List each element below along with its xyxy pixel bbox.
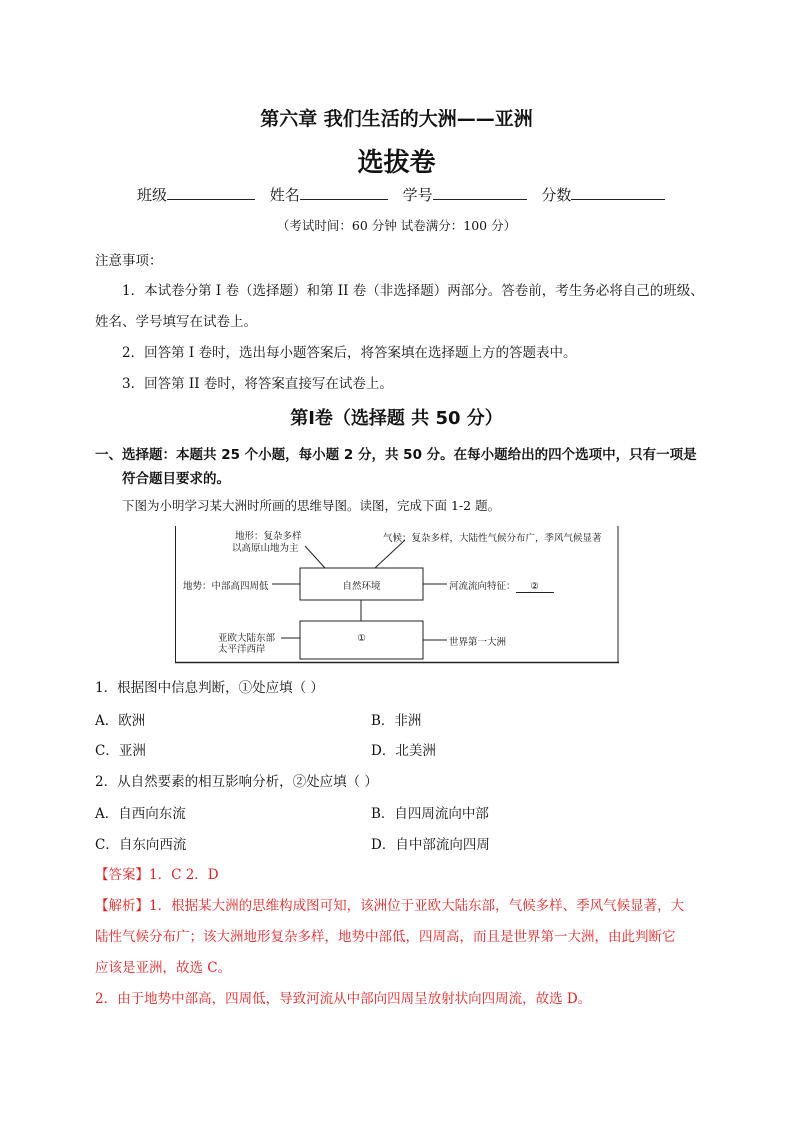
section-instruction-cont: 符合题目要求的。 [122,471,230,487]
question-1-stem: 1．根据图中信息判断，①处应填（ ） [95,680,324,696]
analysis-label: 【解析】 [95,898,149,914]
student-id-label: 学号 [402,186,433,204]
question-2-option-c[interactable]: C．自东向西流 [95,837,187,853]
note-item: 1．本试卷分第 I 卷（选择题）和第 II 卷（非选择题）两部分。答卷前，考生务必将自己的班级、 [122,283,704,299]
terrain-label-2: 以高原山地为主 [232,543,299,554]
river-flow-blank: ② [516,581,554,593]
score-label: 分数 [541,186,572,204]
area-label: 世界第一大洲 [449,637,507,648]
terrain-label: 地形：复杂多样 [235,531,302,542]
question-1-option-c[interactable]: C．亚洲 [95,743,146,759]
notes-heading: 注意事项： [95,253,163,269]
paper-title: 选拔卷 [357,148,436,178]
name-blank[interactable] [300,185,388,200]
analysis-text-1: 1．根据某大洲的思维构成图可知，该洲位于亚欧大陆东部，气候多样、季风气候显著，大 [149,898,685,914]
question-1-option-a[interactable]: A．欧洲 [95,713,146,729]
topography-label: 地势：中部高四周低 [183,581,269,592]
section-instruction: 一、选择题：本题共 25 个小题，每小题 2 分，共 50 分。在每小题给出的四个选项中，只有一项是 [95,447,697,463]
class-blank[interactable] [167,185,255,200]
note-item: 姓名、学号填写在试卷上。 [95,314,257,330]
climate-label: 气候：复杂多样，大陆性气候分布广，季风气候显著 [383,533,602,544]
answer-text: 1．C 2．D [149,867,219,883]
question-1-option-d[interactable]: D．北美洲 [371,743,436,759]
question-2-stem: 2．从自然要素的相互影响分析，②处应填（ ） [95,774,378,790]
mindmap-intro: 下图为小明学习某大洲时所画的思维导图。读图，完成下面 1-2 题。 [122,498,501,513]
question-1-option-b[interactable]: B．非洲 [371,713,422,729]
name-label: 姓名 [269,186,300,204]
location-label-2: 太平洋西岸 [218,644,266,655]
student-id-blank[interactable] [433,185,527,200]
continent-blank-text: ① [357,633,366,644]
location-label: 亚欧大陆东部 [218,633,276,644]
note-item: 3．回答第 II 卷时，将答案直接写在试卷上。 [122,376,393,392]
note-item: 2．回答第 I 卷时，选出每小题答案后，将答案填在选择题上方的答题表中。 [122,345,577,361]
natural-environment-text: 自然环境 [342,581,381,592]
answer-label: 【答案】 [95,867,149,883]
mindmap-figure [175,526,619,664]
river-flow-label [449,578,554,593]
student-info-line [137,184,665,205]
section-title: 第I卷（选择题 共 50 分） [290,408,503,429]
question-2-option-d[interactable]: D．自中部流向四周 [371,837,490,853]
analysis-line-3: 应该是亚洲，故选 C。 [95,960,232,976]
answer-line [95,863,219,883]
class-label: 班级 [137,186,168,204]
score-blank[interactable] [571,185,665,200]
river-flow-text: 河流流向特征： [449,581,516,592]
analysis-line-4: 2．由于地势中部高，四周低，导致河流从中部向四周呈放射状向四周流，故选 D。 [95,991,592,1007]
exam-info: （考试时间：60 分钟 试卷满分：100 分） [276,218,517,233]
analysis-line-2: 陆性气候分布广；该大洲地形复杂多样，地势中部低，四周高，而且是世界第一大洲，由此判断它 [95,929,676,945]
analysis-line-1 [95,894,684,914]
question-2-option-b[interactable]: B．自四周流向中部 [371,806,489,822]
chapter-title: 第六章 我们生活的大洲——亚洲 [260,108,533,130]
question-2-option-a[interactable]: A．自西向东流 [95,806,186,822]
